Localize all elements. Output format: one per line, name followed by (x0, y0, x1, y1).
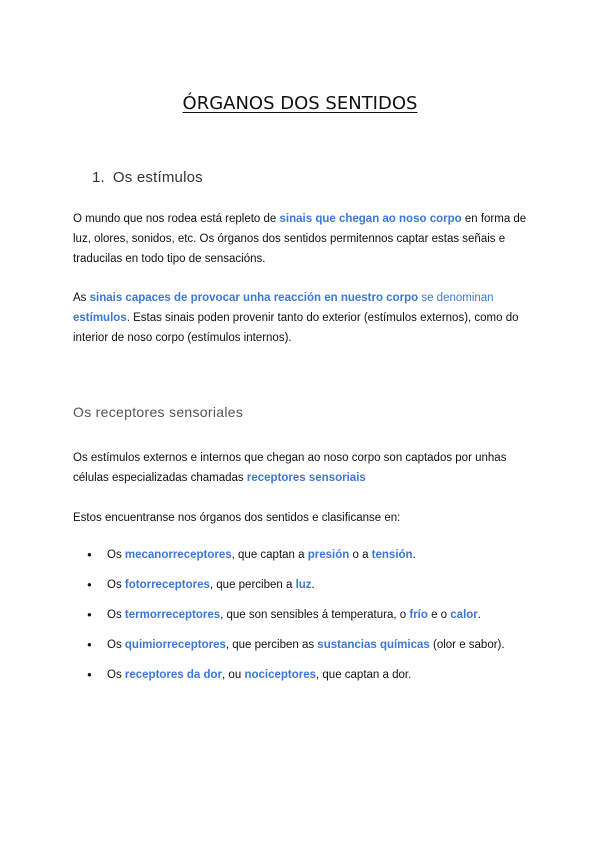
text-run: Os (107, 579, 125, 591)
highlighted-term: luz (295, 579, 312, 591)
highlighted-term: frío (409, 609, 428, 621)
text-run: Os estímulos externos e internos que chegan ao noso corpo son captados por unhas células especializadas chamadas (73, 452, 507, 484)
section-heading-estimulos (92, 169, 203, 186)
text-run: . Estas sinais poden provenir tanto do exterior (estímulos externos), como do interior de noso corpo (estímulos internos). (73, 312, 519, 344)
text-run: . (311, 579, 315, 591)
text-run: Os (107, 609, 125, 621)
text-run: As (73, 292, 90, 304)
highlighted-term: termorreceptores (124, 609, 221, 621)
highlighted-term: nociceptores (244, 669, 317, 681)
text-run: (olor e sabor). (429, 639, 505, 651)
paragraph-receptors-intro (73, 448, 528, 488)
highlighted-term: sinais que chegan ao noso corpo (279, 213, 462, 225)
list-item (73, 665, 533, 695)
text-run: en forma de luz, olores, sonidos, etc. Os órganos dos sentidos permitennos captar estas señais e traducilas en todo tipo de sensacións. (73, 213, 527, 265)
highlighted-term: quimiorreceptores (124, 639, 226, 651)
highlighted-term: receptores sensoriais (246, 472, 366, 484)
text-run: , que captan a (231, 549, 308, 561)
text-run: , que perciben as (225, 639, 318, 651)
paragraph-stimuli-definition (73, 288, 528, 348)
text-run: , ou (222, 669, 245, 681)
text-run: , que captan a dor. (316, 669, 412, 681)
highlighted-term: fotorreceptores (124, 579, 210, 591)
highlighted-term: sinais capaces de provocar unha reacción en nuestro corpo (89, 292, 419, 304)
list-item (73, 635, 533, 665)
subheading-receptores: Os receptores sensoriales (73, 404, 244, 420)
document-title: ÓRGANOS DOS SENTIDOS (182, 93, 418, 114)
text-run: , que son sensibles á temperatura, o (220, 609, 410, 621)
receptor-list (73, 545, 533, 695)
section-number: 1. (92, 169, 105, 186)
text-run: . (477, 609, 481, 621)
section-heading-text: Os estímulos (112, 169, 203, 186)
highlighted-term: estímulos (73, 312, 127, 324)
highlighted-text: se denominan (418, 292, 494, 304)
list-item (73, 545, 533, 575)
text-run: Os (107, 669, 125, 681)
highlighted-term: receptores da dor (124, 669, 223, 681)
text-run: o a (349, 549, 372, 561)
highlighted-term: sustancias químicas (317, 639, 430, 651)
highlighted-term: tensión (371, 549, 413, 561)
text-run: Estos encuentranse nos órganos dos sentidos e clasificanse en: (73, 512, 401, 524)
highlighted-term: calor (450, 609, 478, 621)
list-item (73, 605, 533, 635)
list-item (73, 575, 533, 605)
highlighted-term: mecanorreceptores (124, 549, 232, 561)
highlighted-term: presión (307, 549, 350, 561)
text-run: Os (107, 639, 125, 651)
text-run: O mundo que nos rodea está repleto de (73, 213, 280, 225)
paragraph-classification (73, 508, 528, 528)
text-run: , que perciben a (209, 579, 296, 591)
text-run: e o (427, 609, 451, 621)
text-run: . (412, 549, 416, 561)
paragraph-stimuli-intro (73, 209, 528, 269)
text-run: Os (107, 549, 125, 561)
